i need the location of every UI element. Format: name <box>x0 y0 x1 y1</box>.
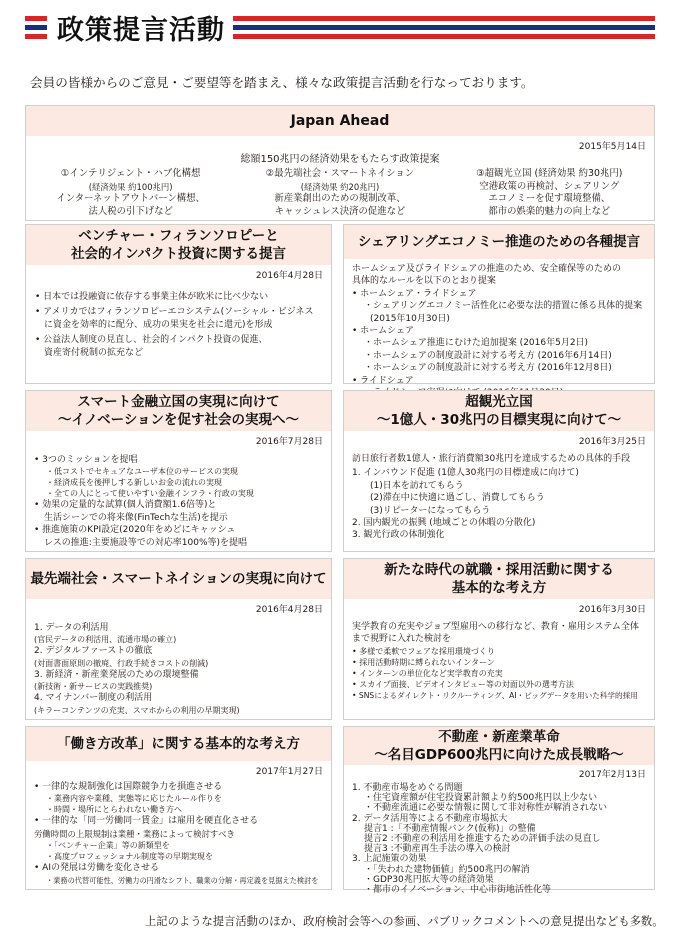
realestate-date: 2017年2月13日 <box>578 770 646 780</box>
smartnation-box <box>25 558 332 720</box>
tourism-box <box>343 390 655 552</box>
header-stripes-left <box>25 16 47 48</box>
fintech-heading: スマート金融立国の実現に向けて ～イノベーションを促す社会の実現へ～ <box>26 391 331 431</box>
realestate-box <box>343 726 655 896</box>
venture-date: 2016年4月28日 <box>255 271 323 281</box>
japan-ahead-col-3: ③超観光立国 (経済効果 約30兆円) 空港政策の再検討、シェアリング エコノミーを促す環境整備、 都市の娯楽的魅力の向上など <box>476 168 623 217</box>
tourism-body: 訪日旅行者数1億人・旅行消費額30兆円を達成するための具体的手段 1. インバウンド促進 (1億人30兆円の目標達成に向けて) (1)日本を訪れてもらう (2)滞在中に快適に過ごし、消費してもらう (3)リピーターになってもらう 2. 国内観光の振興 (地域ごとの休暇の分散化) 3. 観光行政の体制強化 <box>352 454 631 541</box>
realestate-body: 1. 不動産市場をめぐる問題 ・住宅資産額が住宅投資累計額より約500兆円以上少ない ・不動産流通に必要な情報に関して非対称性が解消されない 2. データ活用等による不動産市場拡大 提言1 :「不動産情報バンク(仮称)」の整備 提言2 :不動産の利活用を推進するための評価手法の見直し 提言3 :不動産再生手法の導入の検討 3. 上記施策の効果 ・「失われた建物価値」約500兆円の解消 ・GDP30兆円拡大等の経済効果 ・都市のイノベーション、中心市街地活性化等 <box>352 783 608 896</box>
japan-ahead-box <box>25 105 655 221</box>
header-stripes-right <box>233 16 655 48</box>
tourism-date: 2016年3月25日 <box>578 437 646 447</box>
recruit-date: 2016年3月30日 <box>578 605 646 615</box>
sharing-heading: シェアリングエコノミー推進のための各種提言 <box>344 225 654 259</box>
venture-box <box>25 224 332 384</box>
fintech-body: • 3つのミッションを提唱 ・低コストでセキュアなユーザ本位のサービスの実現 ・経済成長を後押しする新しいお金の流れの実現 ・全ての人にとって使いやすい金融インフラ・行政の実現 • 効果の定量的な試算(個人消費額1.6倍等)と 生活シーンでの将来像(FinTechな生活)を提示 • 推進施策のKPI設定(2020年をめどにキャッシュ レスの推進:主要施設等での対応率100%等)を提唱 <box>34 455 254 548</box>
fintech-box <box>25 390 332 552</box>
sharing-box <box>343 224 655 384</box>
recruit-body: 実学教育の充実やジョブ型雇用への移行など、教育・雇用システム全体 まで視野に入れた検討を • 多様で柔軟でフェアな採用環境づくり • 採用活動時期に縛られないインターン • インターンの単位化など実学教育の充実 • スカイプ面接、ビデオインタビュー等の対面以外の選考方法 • SNSによるダイレクト・リクルーティング、AI・ビッグデータを用いた科学的採用 <box>352 622 639 700</box>
recruit-heading: 新たな時代の就職・採用活動に関する 基本的な考え方 <box>344 559 654 599</box>
japan-ahead-col-1: ①インテリジェント・ハブ化構想 (経済効果 約100兆円) インターネットアウトバーン構想、 法人税の引下げなど <box>56 168 205 217</box>
realestate-heading: 不動産・新産業革命 ～名目GDP600兆円に向けた成長戦略～ <box>344 727 654 765</box>
japan-ahead-heading: Japan Ahead <box>26 106 654 136</box>
japan-ahead-columns <box>26 168 654 218</box>
japan-ahead-col-2: ②最先端社会・スマートネイション (経済効果 約20兆円) 新産業創出のための規制改革、 キャッシュレス決済の促進など <box>265 168 415 217</box>
workstyle-body: • 一律的な規制強化は国際競争力を損進させる ・業務内容や業種、実態等に応じたルール作りを ・時間・場所にとらわれない働き方へ • 一律的な「同一労働同一賃金」は雇用を硬直化させる 労働時間の上限規制は業種・業務によって検討すべき ・「ベンチャー企業」等の新類型を ・高度プロフェッショナル制度等の早期実現を • AIの発展は労働を変化させる ・業務の代替可能性、労働力の円滑なシフト、職業の分解・再定義を見据えた検討を <box>34 782 319 885</box>
recruit-box <box>343 558 655 720</box>
japan-ahead-lead: 総額150兆円の経済効果をもたらす政策提案 <box>240 154 440 165</box>
page-header <box>0 0 680 62</box>
fintech-date: 2016年7月28日 <box>255 437 323 447</box>
tourism-heading: 超観光立国 ～1億人・30兆円の目標実現に向けて～ <box>344 391 654 431</box>
footer-note: 上記のような提言活動のほか、政府検討会等への参画、パブリックコメントへの意見提出なども多数。 <box>145 915 664 928</box>
workstyle-date: 2017年1月27日 <box>255 767 323 777</box>
venture-body: • 日本では投融資に依存する事業主体が欧米に比べ少ない • アメリカではフィランソロピーエコシステム(ソーシャル・ビジネス に資金を効率的に配分、成功の果実を社会に還元)を形成 • 公益法人制度の見直し、社会的インパクト投資の促進、 資産寄付税制の拡充など <box>35 292 314 358</box>
workstyle-box <box>25 726 332 890</box>
smartnation-date: 2016年4月28日 <box>255 605 323 615</box>
smartnation-body: 1. データの利活用 (官民データの利活用、流通市場の確立) 2. デジタルファーストの徹底 (対面書面原則の撤廃、行政手続きコストの削減) 3. 新経済・新産業発展のための環境整備 (新技術・新サービスの実践推奨) 4. マイナンバー制度の利活用 (キラーコンテンツの充実、スマホからの利用の早期実現) <box>34 623 240 715</box>
japan-ahead-date: 2015年5月14日 <box>578 142 646 152</box>
page-title: 政策提言活動 <box>57 15 225 46</box>
sharing-body: ホームシェア及びライドシェアの推進のため、安全確保等のための 具体的なルールを以下のとおり提案 • ホームシェア・ライドシェア ・シェアリングエコノミー活性化に必要な法的措置に係る具体的提案 (2015年10月30日) • ホームシェア ・ホームシェア推進にむけた追加提案 (2016年5月2日) ・ホームシェアの制度設計に対する考え方 (2016年6月14日) ・ホームシェアの制度設計に対する考え方 (2016年12月8日) • ライドシェア <box>352 264 643 386</box>
intro-text: 会員の皆様からのご意見・ご要望等を踏まえ、様々な政策提言活動を行なっております。 <box>30 75 534 90</box>
venture-heading: ベンチャー・フィランソロピーと 社会的インパクト投資に関する提言 <box>26 225 331 265</box>
smartnation-heading: 最先端社会・スマートネイションの実現に向けて <box>26 559 331 599</box>
workstyle-heading: 「働き方改革」に関する基本的な考え方 <box>26 727 331 761</box>
